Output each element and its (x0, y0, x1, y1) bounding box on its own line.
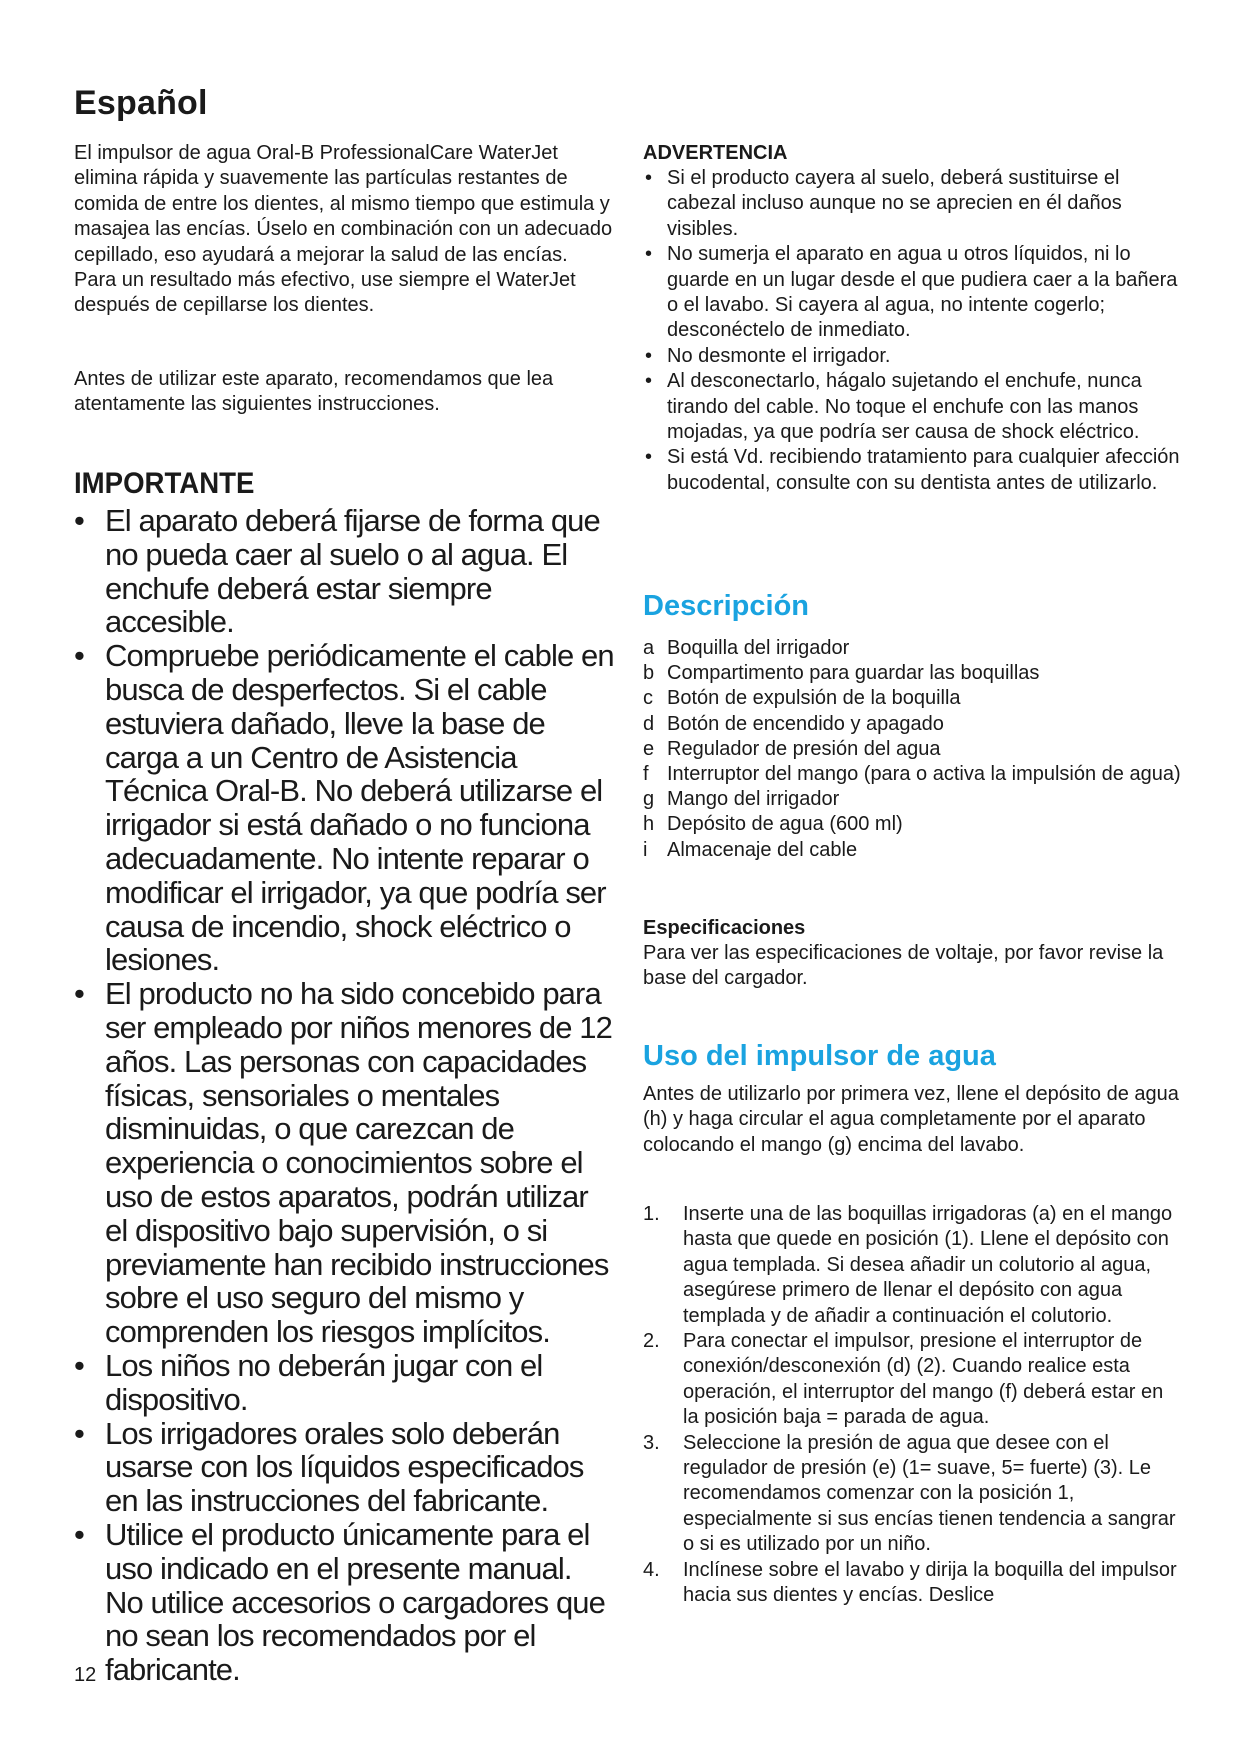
important-item-text: Los irrigadores orales solo deberán usarse con los líquidos especificados en las instrucciones del fabricante. (105, 1415, 584, 1519)
intro-paragraph: El impulsor de agua Oral-B ProfessionalCare WaterJet elimina rápida y suavemente las partículas restantes de comida de entre los dientes, al mismo tiempo que estimula y masajea las encías. Úselo en combinación con un adecuado cepillado, eso ayudará a mejorar la salud de las encías. Para un resultado más efectivo, use siempre el WaterJet después de cepillarse los dientes. (74, 142, 613, 317)
important-item-text: Compruebe periódicamente el cable en busca de desperfectos. Si el cable estuviera dañado, lleve la base de carga a un Centro de Asistencia Técnica Oral-B. No deberá utilizarse el irrigador si está dañado o no funciona adecuadamente. No intente reparar o modificar el irrigador, ya que podría ser causa de incendio, shock eléctrico o lesiones. (105, 638, 614, 978)
step-number: 2. (643, 1330, 660, 1353)
warning-item (643, 369, 1183, 445)
bullet-icon: • (74, 1415, 84, 1451)
item-letter: c (643, 687, 653, 710)
item-letter: e (643, 737, 655, 760)
important-item (74, 504, 614, 639)
item-text: Interruptor del mango (para o activa la impulsión de agua) (667, 763, 1181, 786)
step-number: 4. (643, 1558, 660, 1581)
usage-step (643, 1558, 1183, 1609)
item-letter: g (643, 788, 655, 811)
specs-heading: Especificaciones (643, 917, 806, 939)
usage-step (643, 1329, 1183, 1431)
item-letter: h (643, 813, 655, 836)
warning-item (643, 242, 1183, 344)
item-text: Boquilla del irrigador (667, 637, 850, 659)
description-item (643, 812, 1183, 837)
step-text: Inserte una de las boquillas irrigadoras (a) en el mango hasta que quede en posición (1). Llene el depósito con agua templada. Si desea añadir un colutorio al agua, asegúrese primero de llenar el depósito con agua templada y de añadir a continuación el colutorio. (683, 1203, 1173, 1327)
step-text: Para conectar el impulsor, presione el interruptor de conexión/desconexión (d) (2). Cuando realice esta operación, el interruptor del mango (f) deberá estar en la posición baja = parada de agua. (683, 1330, 1164, 1429)
warning-item-text: Si está Vd. recibiendo tratamiento para cualquier afección bucodental, consulte con su dentista antes de utilizarlo. (667, 446, 1180, 494)
language-title: Español (74, 84, 208, 122)
bullet-icon: • (74, 503, 84, 538)
warning-list (643, 166, 1183, 496)
description-item (643, 636, 1183, 661)
usage-step (643, 1202, 1183, 1329)
description-list (643, 636, 1183, 863)
item-text: Botón de expulsión de la boquilla (667, 687, 961, 710)
important-item (74, 639, 614, 977)
item-letter: a (643, 637, 655, 659)
important-list (74, 504, 614, 1687)
bullet-icon: • (645, 344, 653, 367)
step-number: 1. (643, 1203, 660, 1225)
item-text: Almacenaje del cable (667, 838, 858, 861)
bullet-icon: • (74, 976, 84, 1012)
intro-paragraph-2: Antes de utilizar este aparato, recomendamos que lea atentamente las siguientes instrucciones. (74, 368, 554, 416)
important-item (74, 1349, 614, 1417)
description-item (643, 737, 1183, 762)
specs-text: Para ver las especificaciones de voltaje, por favor revise la base del cargador. (643, 942, 1164, 990)
page-number: 12 (74, 1664, 97, 1686)
warning-item (643, 445, 1183, 496)
bullet-icon: • (74, 638, 84, 674)
warning-item (643, 344, 1183, 369)
usage-heading: Uso del impulsor de agua (643, 1040, 996, 1072)
bullet-icon: • (74, 1347, 84, 1383)
item-text: Compartimento para guardar las boquillas (667, 662, 1040, 685)
item-text: Mango del irrigador (667, 788, 840, 811)
warning-item-text: No desmonte el irrigador. (667, 344, 891, 367)
description-item (643, 787, 1183, 812)
bullet-icon: • (645, 167, 653, 189)
description-heading: Descripción (643, 590, 809, 622)
item-letter: d (643, 712, 655, 735)
usage-steps (643, 1202, 1183, 1609)
warning-item-text: Al desconectarlo, hágalo sujetando el enchufe, nunca tirando del cable. No toque el enchufe con las manos mojadas, ya que podría ser causa de shock eléctrico. (667, 370, 1142, 444)
warning-item (643, 166, 1183, 242)
step-number: 3. (643, 1431, 660, 1454)
important-item (74, 977, 614, 1349)
warning-heading: ADVERTENCIA (643, 142, 788, 164)
item-letter: f (643, 763, 649, 786)
description-item (643, 661, 1183, 686)
important-item-text: El producto no ha sido concebido para ser empleado por niños menores de 12 años. Las personas con capacidades físicas, sensoriales o mentales disminuidas, o que carezcan de experiencia o conocimientos sobre el uso de estos aparatos, podrán utilizar el dispositivo bajo supervisión, o si previamente han recibido instrucciones sobre el uso seguro del mismo y comprenden los riesgos implícitos. (105, 976, 612, 1350)
warning-item-text: Si el producto cayera al suelo, deberá sustituirse el cabezal incluso aunque no se aprecien en él daños visibles. (667, 167, 1122, 240)
item-text: Botón de encendido y apagado (667, 712, 944, 735)
important-item (74, 1518, 614, 1687)
usage-intro: Antes de utilizarlo por primera vez, llene el depósito de agua (h) y haga circular el agua completamente por el aparato colocando el mango (g) encima del lavabo. (643, 1083, 1179, 1156)
description-item (643, 838, 1183, 863)
description-item (643, 762, 1183, 787)
description-item (643, 686, 1183, 711)
important-item-text: El aparato deberá fijarse de forma que no pueda caer al suelo o al agua. El enchufe deberá estar siempre accesible. (105, 503, 600, 640)
bullet-icon: • (645, 370, 653, 393)
bullet-icon: • (645, 446, 653, 469)
bullet-icon: • (645, 243, 653, 266)
important-item-text: Utilice el producto únicamente para el uso indicado en el presente manual. No utilice accesorios o cargadores que no sean los recomendados por el fabricante. (105, 1516, 605, 1688)
step-text: Seleccione la presión de agua que desee con el regulador de presión (e) (1= suave, 5= fuerte) (3). Le recomendamos comenzar con la posición 1, especialmente si sus encías tienen tendencia a sangrar o si es utilizado por un niño. (683, 1431, 1176, 1556)
step-text: Inclínese sobre el lavabo y dirija la boquilla del impulsor hacia sus dientes y encías. Deslice (683, 1558, 1177, 1607)
important-item (74, 1417, 614, 1518)
important-heading: IMPORTANTE (74, 467, 255, 500)
item-letter: b (643, 662, 655, 685)
item-text: Regulador de presión del agua (667, 737, 941, 760)
item-text: Depósito de agua (600 ml) (667, 813, 903, 836)
bullet-icon: • (74, 1516, 84, 1552)
usage-step (643, 1431, 1183, 1558)
description-item (643, 712, 1183, 737)
important-item-text: Los niños no deberán jugar con el dispositivo. (105, 1347, 543, 1417)
item-letter: i (643, 838, 648, 861)
warning-item-text: No sumerja el aparato en agua u otros líquidos, ni lo guarde en un lugar desde el que pudiera caer a la bañera o el lavabo. Si cayera al agua, no intente cogerlo; desconéctelo de inmediato. (667, 243, 1178, 342)
